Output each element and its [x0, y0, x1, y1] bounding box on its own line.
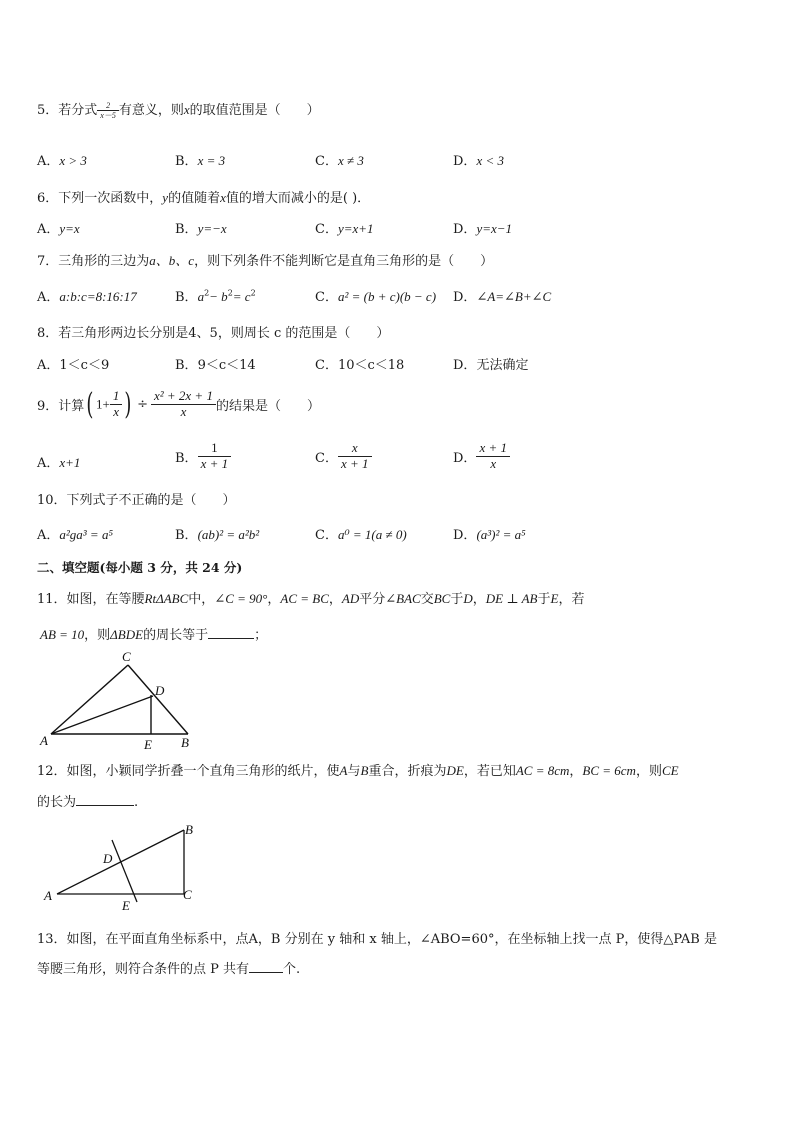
q9-stem: 9．计算( 1+ $\frac{1}{x}$ ) ÷ $\frac{\text{x² + 2x + 1}}{x}$ 的结果是（ ）	[37, 387, 320, 422]
q8-option-b: B．9＜c＜14	[175, 358, 256, 373]
q12-label-c: C	[183, 887, 192, 902]
q11-label-e: E	[144, 737, 152, 752]
q5-stem: 5．若分式 $\frac{2}{x-5}$ 有意义，则x的取值范围是（ ）	[37, 100, 320, 120]
q9-option-d: D． $\frac{x + 1}{x}$	[453, 441, 510, 472]
q5-option-b: B．x = 3	[175, 153, 226, 169]
q13-line1: 13．如图，在平面直角坐标系中，点A，B 分别在 y 轴和 x 轴上，∠ABO=60°，在坐标轴上找一点 P，使得△PAB 是	[37, 932, 717, 947]
q12-answer-blank[interactable]	[76, 793, 134, 806]
q11-line2: AB = 10，则ΔBDE的周长等于 ；	[40, 627, 268, 643]
q6-stem: 6．下列一次函数中，y的值随着x值的增大而减小的是( )．	[37, 190, 371, 206]
q5-stem-pre: 5．若分式	[37, 103, 98, 118]
q10-option-d: D．(a³)² = a⁵	[453, 527, 526, 543]
q12-line1: 12．如图，小颖同学折叠一个直角三角形的纸片，使A与B重合，折痕为DE，若已知AC = 8cm，BC = 6cm，则CE	[37, 763, 679, 779]
q7-option-a: A．a:b:c=8:16:17	[37, 289, 137, 305]
q5-stem-end: 的取值范围是（ ）	[189, 103, 320, 118]
q7-option-c: C．a² = (b + c)(b − c)	[315, 289, 437, 305]
q6-option-a: A．y=x	[37, 221, 80, 237]
q12-label-a: A	[44, 888, 52, 903]
q9-fraction-2: $\frac{\text{x² + 2x + 1}}{x}$	[151, 389, 216, 420]
q5-option-a: A．x > 3	[37, 153, 87, 169]
q5-option-c: C．x ≠ 3	[315, 153, 364, 169]
q11-labels	[39, 649, 189, 752]
section-heading-fill-in: 二、填空题(每小题 3 分，共 24 分)	[37, 560, 243, 575]
q10-option-b: B．(ab)² = a²b²	[175, 527, 260, 543]
q11-label-b: B	[181, 735, 189, 750]
q9-option-c: C． $\frac{x}{x + 1}$	[315, 441, 372, 472]
q9-option-b: B． $\frac{1}{x + 1}$	[175, 441, 231, 472]
q11-label-a: A	[40, 733, 48, 748]
q13-answer-blank[interactable]	[249, 960, 283, 973]
q7-option-d: D．∠A=∠B+∠C	[453, 289, 552, 305]
q9-option-a: A．x+1	[37, 455, 81, 471]
q8-option-d: D．无法确定	[453, 358, 529, 373]
q12-figure	[40, 818, 210, 913]
q5-option-d: D．x < 3	[453, 153, 504, 169]
q11-answer-blank[interactable]	[208, 626, 254, 639]
q10-option-a: A．a²ga³ = a⁵	[37, 527, 113, 543]
q11-line1: 11．如图，在等腰RtΔABC中，∠C = 90°，AC = BC，AD平分∠BAC交BC于D，DE ⊥ AB于E，若	[37, 591, 585, 607]
q9-fraction-1: $\frac{1}{x}$	[110, 389, 123, 420]
q12-label-b: B	[185, 822, 193, 837]
q11-label-d: D	[155, 683, 165, 698]
q6-option-c: C．y=x+1	[315, 221, 374, 237]
q13-line2: 等腰三角形，则符合条件的点 P 共有 个.	[37, 962, 301, 977]
q8-option-c: C．10＜c＜18	[315, 358, 405, 373]
q12-label-e: E	[122, 898, 130, 913]
q10-option-c: C．a⁰ = 1(a ≠ 0)	[315, 527, 407, 543]
q8-option-a: A．1＜c＜9	[37, 358, 110, 373]
q11-figure	[38, 648, 198, 752]
q12-label-d: D	[103, 851, 113, 866]
q7-stem: 7．三角形的三边为a、b、c，则下列条件不能判断它是直角三角形的是（ ）	[37, 253, 494, 269]
q7-option-b: B．$a^2- b^2= c^2$	[175, 288, 256, 305]
q8-stem: 8．若三角形两边长分别是4、5，则周长 c 的范围是（ ）	[37, 326, 390, 341]
q6-option-b: B．y=−x	[175, 221, 227, 237]
q6-option-d: D．y=x−1	[453, 221, 513, 237]
q10-stem: 10．下列式子不正确的是（ ）	[37, 493, 236, 508]
q5-fraction: $\frac{2}{x-5}$	[97, 101, 119, 120]
q11-label-c: C	[122, 649, 131, 664]
q5-stem-post: 有意义，则	[118, 103, 184, 118]
q12-line2: 的长为 .	[37, 795, 139, 810]
